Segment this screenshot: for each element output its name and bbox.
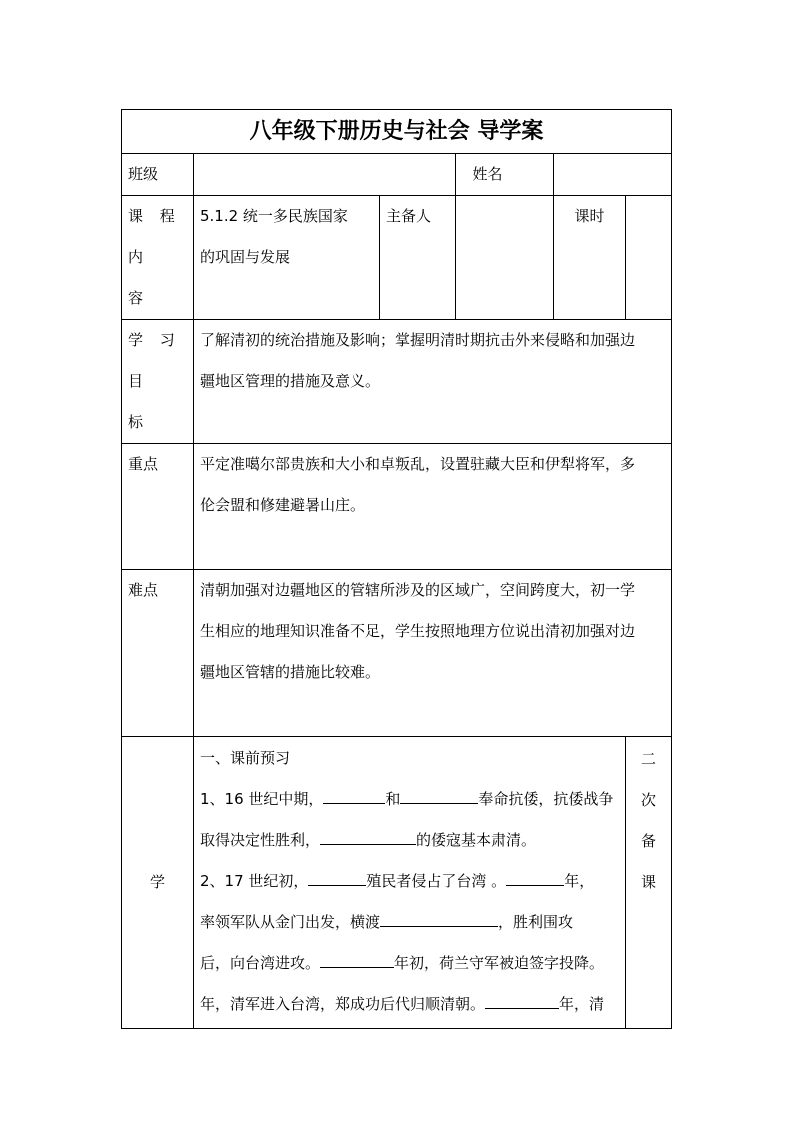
goal-label [122,320,194,444]
q2-blank-3[interactable] [380,902,498,927]
course-row [122,196,672,320]
question-2-line4 [200,984,621,1025]
question-2-line3 [200,943,621,984]
question-2-line1 [200,861,621,902]
class-row [122,154,672,196]
q2-text-i: 年，清 [559,995,605,1013]
q1-text-c: 奉命抗倭，抗倭战争 [478,790,614,808]
course-content [194,196,380,320]
key-content [194,444,672,570]
study-guide-sheet [121,109,671,1013]
q2-text-d: 率领军队从金门出发，横渡 [200,913,381,931]
difficult-line2: 生相应的地理知识准备不足，学生按照地理方位说出清初加强对边 [200,622,636,640]
q1-text-b: 和 [385,790,401,808]
q1-text-a: 1、16 世纪中期， [200,790,324,808]
q1-text-d: 取得决定性胜利， [200,831,321,849]
study-content [194,737,626,1029]
q1-blank-1[interactable] [323,779,385,804]
goal-label-line1: 学 习 目 [128,331,181,390]
study-label: 学 [122,737,194,1029]
class-label: 班级 [122,154,194,196]
q2-text-g: 年初，荷兰守军被迫签字投降。 [394,954,605,972]
preparer-label: 主备人 [380,196,456,320]
difficult-row [122,570,672,737]
page-title: 八年级下册历史与社会 导学案 [122,110,672,154]
preview-heading: 一、课前预习 [200,749,291,767]
course-label [122,196,194,320]
side-char-2: 次 [641,791,657,809]
key-label: 重点 [122,444,194,570]
side-char-3: 备 [641,832,657,850]
name-label: 姓名 [456,154,554,196]
q1-text-e: 的倭寇基本肃清。 [416,831,537,849]
class-value[interactable] [194,154,456,196]
goal-content [194,320,672,444]
q2-text-b: 殖民者侵占了台湾 。 [366,872,507,890]
course-label-line1: 课 程 内 [128,207,181,266]
course-label-line2: 容 [128,289,150,307]
difficult-label: 难点 [122,570,194,737]
side-char-1: 二 [641,750,657,768]
key-row [122,444,672,570]
q2-blank-2[interactable] [506,861,564,886]
q1-blank-3[interactable] [320,820,416,845]
question-1-line2 [200,820,621,861]
goal-line2: 疆地区管理的措施及意义。 [200,372,381,390]
q1-blank-2[interactable] [400,779,478,804]
key-line2: 伦会盟和修建避暑山庄。 [200,496,366,514]
question-1-line1 [200,779,621,820]
course-content-line1: 5.1.2 统一多民族国家 [200,207,348,225]
key-line1: 平定准噶尔部贵族和大小和卓叛乱，设置驻藏大臣和伊犁将军，多 [200,455,636,473]
goal-line1: 了解清初的统治措施及影响；掌握明清时期抗击外来侵略和加强边 [200,331,636,349]
q2-text-h: 年，清军进入台湾，郑成功后代归顺清朝。 [200,995,486,1013]
q2-text-e: ，胜利围攻 [498,913,574,931]
period-value[interactable] [626,196,672,320]
name-value[interactable] [554,154,672,196]
q2-blank-1[interactable] [308,861,366,886]
q2-text-c: 年， [564,872,595,890]
q2-blank-5[interactable] [485,984,559,1009]
preparer-value[interactable] [456,196,554,320]
second-prep-column [626,737,672,1029]
goal-label-line2: 标 [128,413,150,431]
difficult-line1: 清朝加强对边疆地区的管辖所涉及的区域广，空间跨度大，初一学 [200,581,636,599]
course-content-line2: 的巩固与发展 [200,248,291,266]
period-label: 课时 [554,196,626,320]
difficult-line3: 疆地区管辖的措施比较难。 [200,663,381,681]
difficult-content [194,570,672,737]
question-2-line2 [200,902,621,943]
q2-text-a: 2、17 世纪初， [200,872,309,890]
goal-row [122,320,672,444]
study-row [122,737,672,1029]
q2-blank-4[interactable] [320,943,394,968]
study-guide-table [121,109,672,1029]
q2-text-f: 后，向台湾进攻。 [200,954,321,972]
title-row [122,110,672,154]
side-char-4: 课 [641,873,657,891]
